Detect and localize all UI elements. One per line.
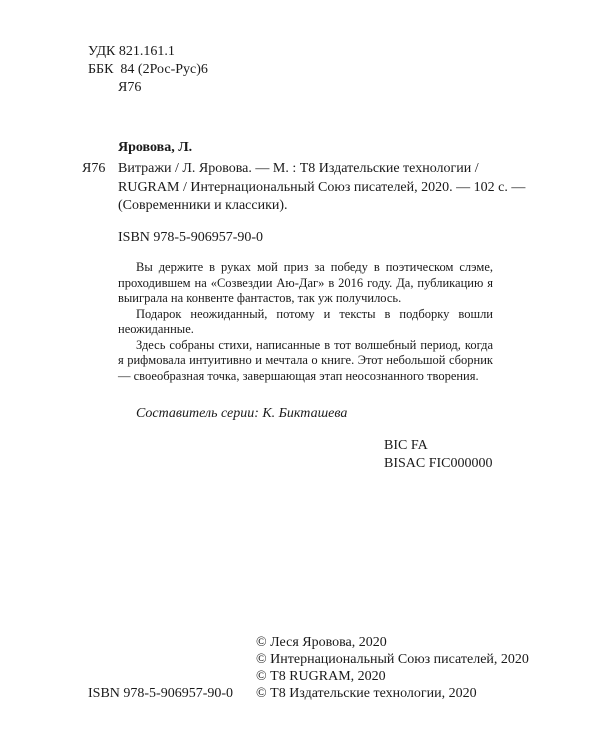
author-mark: Я76: [118, 80, 142, 95]
udk-code: УДК 821.161.1: [88, 44, 175, 59]
annotation-paragraph: Подарок неожиданный, потому и тексты в подборку вошли неожиданные.: [118, 306, 493, 336]
author-heading: Яровова, Л.: [118, 140, 193, 155]
record-line-1: Витражи / Л. Яровова. — М. : Т8 Издательские технологии /: [118, 161, 479, 176]
copyright-line: © Леся Яровова, 2020: [256, 635, 387, 650]
record-line-2: RUGRAM / Интернациональный Союз писателей, 2020. — 102 с. —: [118, 180, 526, 195]
record-line-3: (Современники и классики).: [118, 198, 288, 213]
annotation-paragraph: Вы держите в руках мой приз за победу в поэтическом слэме, проходившем на «Созвездии Аю-Даг» в 2016 году. Да, публикацию я выиграла на конвенте фантастов, так уж получилось.: [118, 260, 493, 305]
record-isbn: ISBN 978-5-906957-90-0: [118, 230, 264, 245]
copyright-line: © Интернациональный Союз писателей, 2020: [256, 652, 529, 667]
bbk-code: ББК 84 (2Рос-Рус)6: [88, 62, 208, 77]
annotation: [118, 260, 493, 384]
bisac-code: BISAC FIC000000: [384, 456, 493, 471]
record-author-mark: Я76: [82, 161, 106, 176]
annotation-paragraph: Здесь собраны стихи, написанные в тот волшебный период, когда я рифмовала интуитивно и мечтала о книге. Этот небольшой сборник — своеобразная точка, завершающая этап неосознанного творения.: [118, 337, 493, 383]
copyright-line: © Т8 Издательские технологии, 2020: [256, 686, 477, 701]
bic-code: BIC FA: [384, 438, 428, 453]
series-compiler: Составитель серии: К. Бикташева: [136, 406, 348, 421]
copyright-line: © Т8 RUGRAM, 2020: [256, 669, 386, 684]
footer-isbn: ISBN 978-5-906957-90-0: [88, 686, 234, 701]
